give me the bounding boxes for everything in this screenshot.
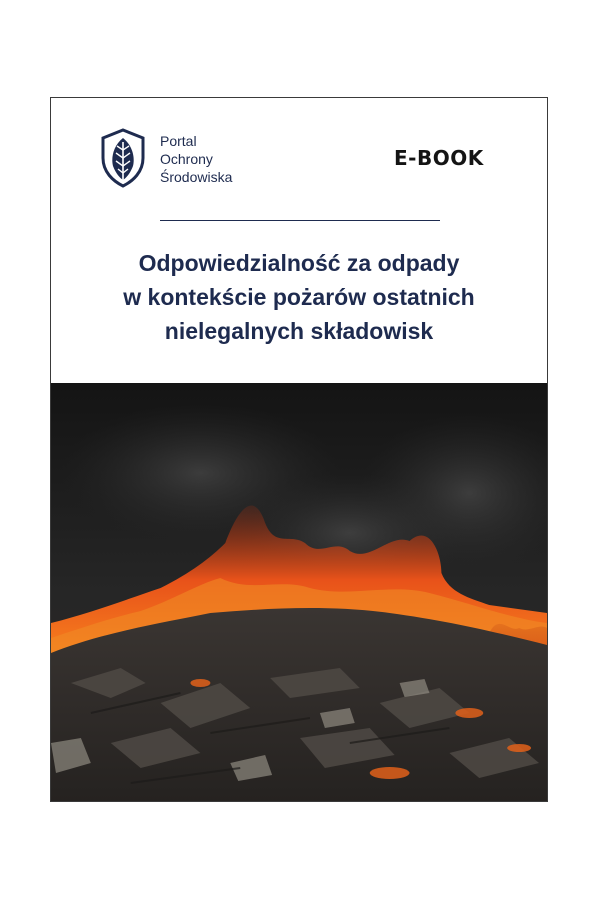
publisher-name bbox=[160, 132, 232, 186]
cover-header bbox=[51, 98, 547, 383]
ebook-cover bbox=[50, 97, 548, 802]
title-line: Odpowiedzialność za odpady bbox=[138, 250, 460, 276]
title-line: nielegalnych składowisk bbox=[164, 318, 434, 344]
publisher-name-line: Ochrony bbox=[160, 151, 213, 167]
book-title bbox=[51, 246, 547, 348]
leaf-shield-icon bbox=[99, 128, 147, 188]
title-line: w kontekście pożarów ostatnich bbox=[123, 284, 475, 310]
burning-waste-photo bbox=[51, 383, 547, 802]
publisher-name-line: Portal bbox=[160, 133, 197, 149]
format-label: E-BOOK bbox=[394, 146, 484, 170]
divider bbox=[160, 220, 440, 221]
publisher-name-line: Środowiska bbox=[160, 169, 233, 185]
